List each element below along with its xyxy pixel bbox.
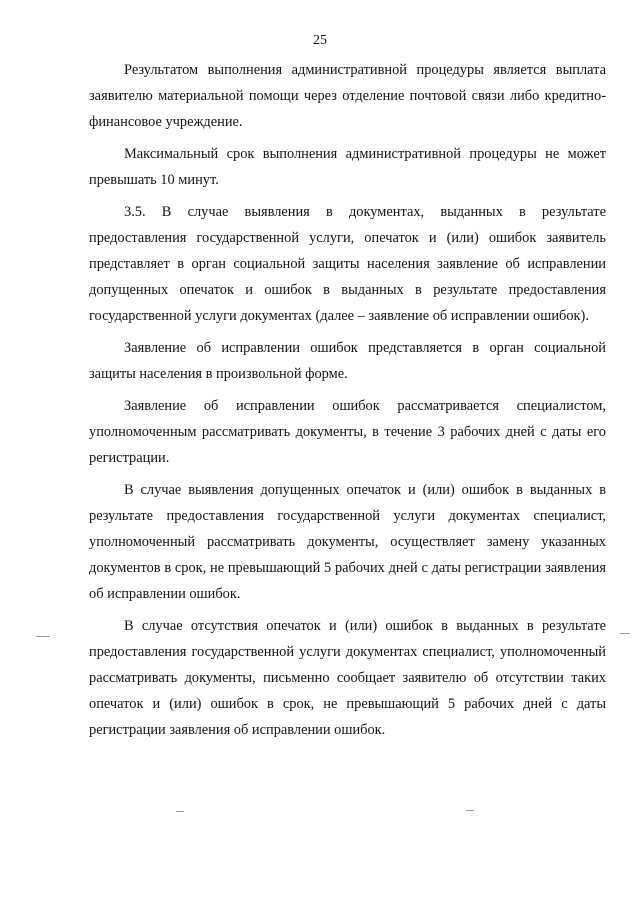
paragraph-notification: В случае отсутствия опечаток и (или) ошибок в выданных в результате предоставления государственной услуги документах специалист, уполномоченный рассматривать документы, письменно сообщает заявителю об отсутствии таких опечаток и (или) ошибок в срок, не превышающий 5 рабочих дней с даты регистрации заявления об исправлении ошибок.: [89, 618, 606, 738]
scan-mark: [466, 810, 474, 811]
paragraph-payment-result: Результатом выполнения административной процедуры является выплата заявителю материальной помощи через отделение почтовой связи либо кредитно-финансовое учреждение.: [89, 62, 606, 130]
paragraph-replacement: В случае выявления допущенных опечаток и (или) ошибок в выданных в результате предоставления государственной услуги документах специалист, уполномоченный рассматривать документы, осуществляет замену указанных документов в срок, не превышающий 5 рабочих дней с даты регистрации заявления об исправлении ошибок.: [89, 482, 606, 602]
paragraph-review-period: Заявление об исправлении ошибок рассматривается специалистом, уполномоченным рассматривать документы, в течение 3 рабочих дней с даты его регистрации.: [89, 398, 606, 466]
paragraph-section-3-5: 3.5. В случае выявления в документах, выданных в результате предоставления государственной услуги, опечаток и (или) ошибок заявитель представляет в орган социальной защиты населения заявление об исправлении допущенных опечаток и ошибок в выданных в результате предоставления государственной услуги документах (далее – заявление об исправлении ошибок).: [89, 204, 606, 324]
scan-mark: [620, 633, 630, 634]
scan-mark: [36, 636, 50, 637]
scan-mark: [176, 811, 184, 812]
paragraph-max-duration: Максимальный срок выполнения административной процедуры не может превышать 10 минут.: [89, 146, 606, 188]
paragraph-free-form: Заявление об исправлении ошибок представляется в орган социальной защиты населения в произвольной форме.: [89, 340, 606, 382]
page-number: 25: [313, 33, 327, 48]
body-text: [89, 57, 606, 743]
